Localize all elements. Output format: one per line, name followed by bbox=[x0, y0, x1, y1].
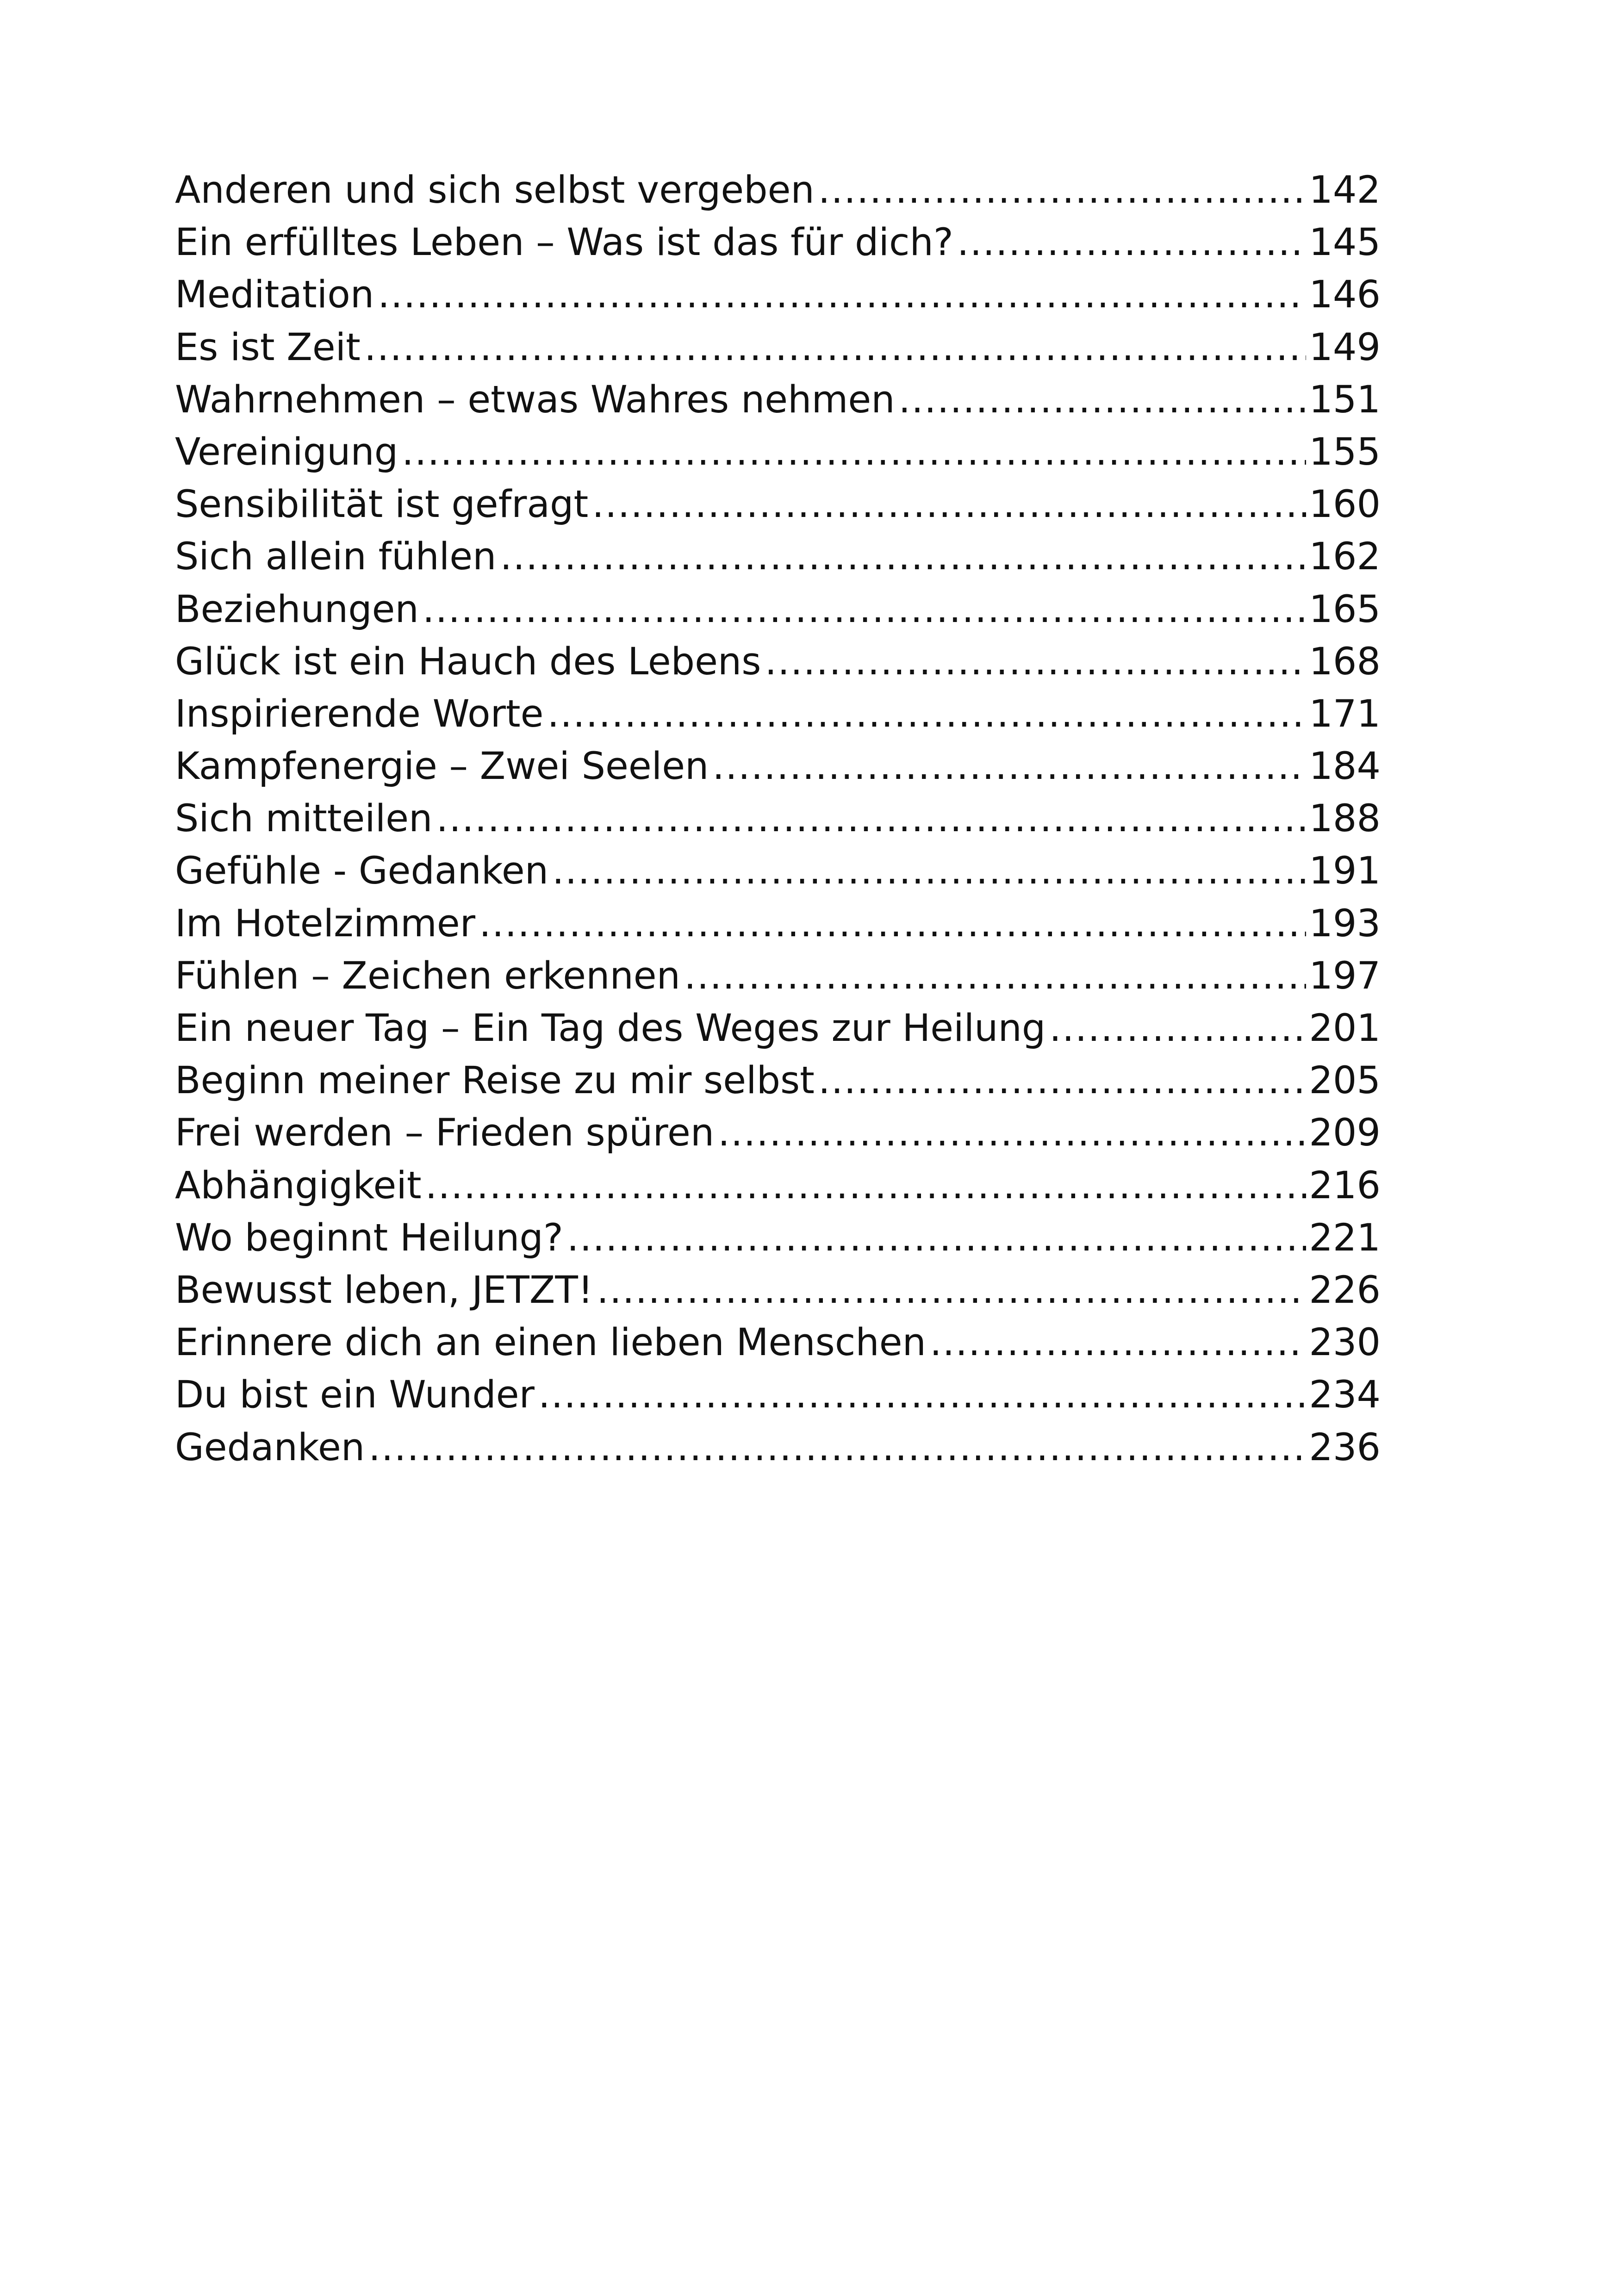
toc-entry bbox=[175, 374, 1381, 426]
toc-dot-leader bbox=[368, 1422, 1306, 1474]
toc-entry-title: Du bist ein Wunder bbox=[175, 1373, 535, 1417]
toc-entry bbox=[175, 1422, 1381, 1474]
toc-entry-title: Im Hotelzimmer bbox=[175, 902, 476, 946]
toc-entry-page-number: 171 bbox=[1309, 692, 1381, 736]
toc-entry-title: Anderen und sich selbst vergeben bbox=[175, 168, 815, 212]
toc-entry-page-number: 146 bbox=[1309, 273, 1381, 317]
toc-entry bbox=[175, 164, 1381, 217]
toc-entry bbox=[175, 636, 1381, 688]
toc-entry bbox=[175, 1055, 1381, 1107]
toc-entry-page-number: 142 bbox=[1309, 168, 1381, 212]
toc-entry-title: Abhängigkeit bbox=[175, 1164, 422, 1207]
toc-entry-title: Erinnere dich an einen lieben Menschen bbox=[175, 1321, 926, 1365]
toc-dot-leader bbox=[818, 1055, 1306, 1107]
toc-entry bbox=[175, 688, 1381, 740]
toc-entry-page-number: 155 bbox=[1309, 430, 1381, 474]
toc-entry-title: Frei werden – Frieden spüren bbox=[175, 1111, 715, 1155]
toc-entry-title: Kampfenergie – Zwei Seelen bbox=[175, 745, 709, 789]
toc-dot-leader bbox=[1049, 1002, 1306, 1055]
toc-entry-page-number: 160 bbox=[1309, 483, 1381, 527]
toc-dot-leader bbox=[425, 1160, 1307, 1212]
toc-dot-leader bbox=[597, 1264, 1306, 1317]
toc-entry bbox=[175, 1264, 1381, 1317]
toc-entry-title: Wahrnehmen – etwas Wahres nehmen bbox=[175, 378, 895, 422]
toc-entry bbox=[175, 1317, 1381, 1369]
toc-dot-leader bbox=[718, 1107, 1306, 1159]
toc-entry bbox=[175, 845, 1381, 897]
toc-entry bbox=[175, 1107, 1381, 1159]
toc-entry-page-number: 230 bbox=[1309, 1321, 1381, 1365]
toc-entry-title: Wo beginnt Heilung? bbox=[175, 1216, 563, 1260]
toc-entry bbox=[175, 1160, 1381, 1212]
toc-entry bbox=[175, 426, 1381, 479]
toc-entry-title: Vereinigung bbox=[175, 430, 398, 474]
toc-dot-leader bbox=[364, 322, 1306, 374]
toc-entry-page-number: 188 bbox=[1309, 797, 1381, 841]
toc-entry bbox=[175, 479, 1381, 531]
toc-entry-title: Ein neuer Tag – Ein Tag des Weges zur Heilung bbox=[175, 1007, 1046, 1050]
toc-entry-page-number: 184 bbox=[1309, 745, 1381, 789]
toc-entry-page-number: 201 bbox=[1309, 1007, 1381, 1050]
toc-entry-page-number: 151 bbox=[1309, 378, 1381, 422]
toc-entry bbox=[175, 584, 1381, 636]
toc-entry-page-number: 168 bbox=[1309, 640, 1381, 684]
toc-entry-title: Meditation bbox=[175, 273, 374, 317]
toc-entry-title: Bewusst leben, JETZT! bbox=[175, 1268, 593, 1312]
toc-dot-leader bbox=[378, 269, 1306, 321]
toc-dot-leader bbox=[552, 845, 1306, 897]
toc-dot-leader bbox=[592, 479, 1306, 531]
toc-entry-page-number: 226 bbox=[1309, 1268, 1381, 1312]
toc-entry-title: Gedanken bbox=[175, 1425, 365, 1469]
toc-dot-leader bbox=[818, 164, 1307, 217]
toc-entry bbox=[175, 740, 1381, 793]
toc-entry bbox=[175, 898, 1381, 950]
toc-entry-title: Ein erfülltes Leben – Was ist das für dich? bbox=[175, 221, 953, 265]
toc-entry bbox=[175, 269, 1381, 321]
toc-entry-page-number: 191 bbox=[1309, 849, 1381, 893]
toc-entry-title: Gefühle - Gedanken bbox=[175, 849, 549, 893]
toc-entry-page-number: 165 bbox=[1309, 587, 1381, 631]
toc-entry-title: Beginn meiner Reise zu mir selbst bbox=[175, 1059, 815, 1103]
toc-entry-title: Es ist Zeit bbox=[175, 325, 361, 369]
toc-entry-page-number: 162 bbox=[1309, 535, 1381, 579]
toc-dot-leader bbox=[930, 1317, 1306, 1369]
toc-entry bbox=[175, 793, 1381, 845]
toc-entry-page-number: 216 bbox=[1309, 1164, 1381, 1207]
toc-entry bbox=[175, 1212, 1381, 1264]
toc-entry-page-number: 205 bbox=[1309, 1059, 1381, 1103]
toc-dot-leader bbox=[567, 1212, 1307, 1264]
toc-entry-page-number: 193 bbox=[1309, 902, 1381, 946]
toc-dot-leader bbox=[684, 950, 1306, 1002]
toc-dot-leader bbox=[765, 636, 1306, 688]
toc-dot-leader bbox=[500, 531, 1306, 583]
toc-dot-leader bbox=[479, 898, 1306, 950]
toc-entry-title: Glück ist ein Hauch des Lebens bbox=[175, 640, 761, 684]
toc-entry-page-number: 149 bbox=[1309, 325, 1381, 369]
toc-dot-leader bbox=[423, 584, 1307, 636]
toc-entry-page-number: 221 bbox=[1309, 1216, 1381, 1260]
toc-entry bbox=[175, 1369, 1381, 1421]
toc-dot-leader bbox=[899, 374, 1307, 426]
toc-entry-page-number: 234 bbox=[1309, 1373, 1381, 1417]
toc-entry bbox=[175, 1002, 1381, 1055]
toc-entry-page-number: 145 bbox=[1309, 221, 1381, 265]
toc-dot-leader bbox=[712, 740, 1306, 793]
toc-entry-page-number: 209 bbox=[1309, 1111, 1381, 1155]
toc-dot-leader bbox=[402, 426, 1306, 479]
toc-entry-page-number: 236 bbox=[1309, 1425, 1381, 1469]
toc-entry bbox=[175, 322, 1381, 374]
toc-entry-title: Fühlen – Zeichen erkennen bbox=[175, 954, 680, 998]
toc-entry bbox=[175, 531, 1381, 583]
toc-entry-title: Inspirierende Worte bbox=[175, 692, 544, 736]
toc-entry-title: Sich mitteilen bbox=[175, 797, 433, 841]
toc-entry bbox=[175, 217, 1381, 269]
toc-entry-page-number: 197 bbox=[1309, 954, 1381, 998]
toc-dot-leader bbox=[957, 217, 1307, 269]
table-of-contents bbox=[175, 164, 1381, 1474]
toc-entry-title: Sich allein fühlen bbox=[175, 535, 497, 579]
toc-entry-title: Sensibilität ist gefragt bbox=[175, 483, 589, 527]
toc-dot-leader bbox=[547, 688, 1306, 740]
toc-dot-leader bbox=[538, 1369, 1306, 1421]
toc-dot-leader bbox=[436, 793, 1306, 845]
toc-entry-title: Beziehungen bbox=[175, 587, 419, 631]
toc-entry bbox=[175, 950, 1381, 1002]
